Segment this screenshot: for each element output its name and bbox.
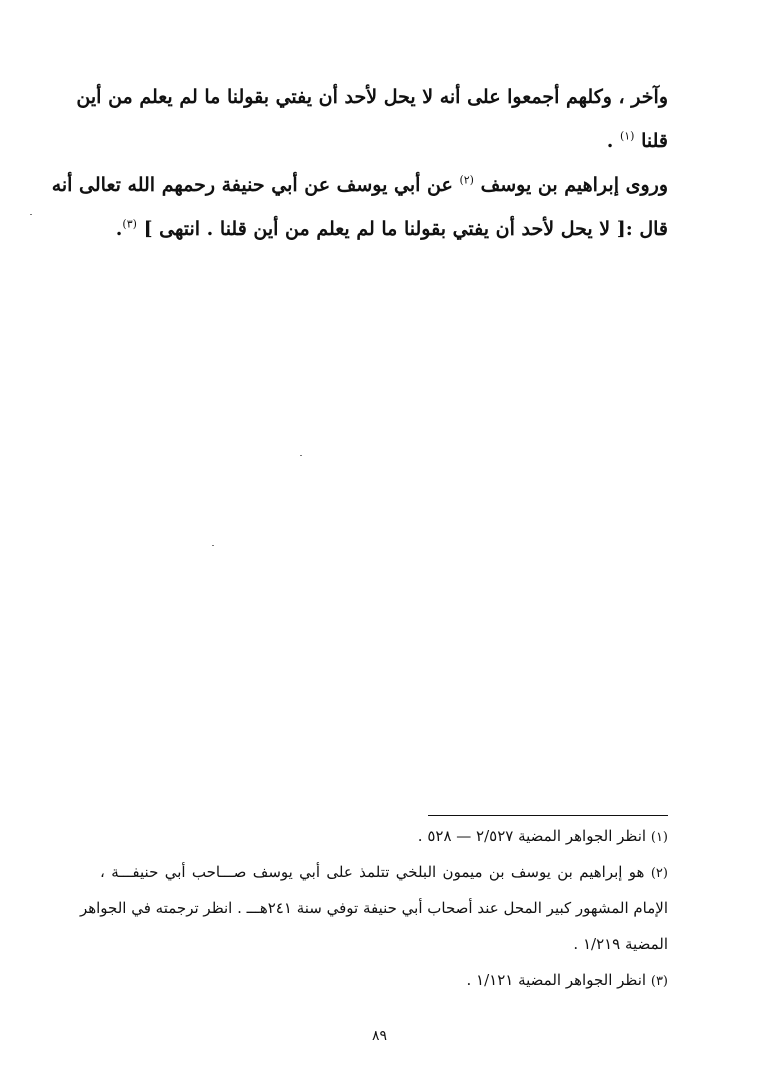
footnote-2-number: (٢) bbox=[650, 866, 668, 881]
footnote-1-number: (١) bbox=[650, 830, 668, 845]
paragraph-2-line-2-text: قال :[ لا يحل لأحد أن يفتي بقولنا ما لم يعلم من أين قلنا . انتهى ] bbox=[143, 218, 668, 240]
paragraph-2-end: . bbox=[115, 218, 123, 240]
footnote-separator bbox=[428, 815, 668, 816]
footnote-2-line-3: المضية ١/٢١٩ . bbox=[573, 935, 668, 953]
paragraph-1-line-2 bbox=[100, 119, 668, 163]
footnote-2-line-1-text: هو إبراهيم بن يوسف بن ميمون البلخي تتلمذ على أبي يوسف صـــاحب أبي حنيفـــة ، bbox=[100, 863, 645, 881]
main-text bbox=[51, 75, 668, 251]
paragraph-1-end: . bbox=[606, 130, 614, 152]
footnote-2-line-2: الإمام المشهور كبير المحل عند أصحاب أبي حنيفة توفي سنة ٢٤١هـــ . انظر ترجمته في الجواهر bbox=[79, 899, 668, 917]
paragraph-2-line-1 bbox=[51, 163, 668, 207]
footnote-ref-1: (١) bbox=[619, 129, 635, 143]
footnote-3-number: (٣) bbox=[650, 974, 668, 989]
paragraph-2-line-1-part-a: وروى إبراهيم بن يوسف bbox=[480, 174, 668, 196]
scan-speck bbox=[30, 214, 32, 215]
footnote-ref-2: (٢) bbox=[459, 173, 474, 187]
paragraph-2-line-1-part-b: عن أبي يوسف عن أبي حنيفة رحمهم الله تعالى أنه bbox=[51, 174, 453, 196]
page-number: ٨٩ bbox=[371, 1028, 388, 1044]
footnote-1 bbox=[100, 818, 668, 854]
footnotes bbox=[79, 818, 668, 998]
scan-speck bbox=[300, 455, 302, 456]
footnote-3 bbox=[100, 962, 668, 998]
paragraph-2-line-2 bbox=[100, 207, 668, 251]
footnote-1-text: انظر الجواهر المضية ٢/٥٢٧ — ٥٢٨ . bbox=[417, 827, 647, 845]
footnote-ref-3: (٣) bbox=[122, 217, 137, 231]
footnote-3-text: انظر الجواهر المضية ١/١٢١ . bbox=[466, 971, 647, 989]
paragraph-1-line-1: وآخر ، وكلهم أجمعوا على أنه لا يحل لأحد أن يفتي بقولنا ما لم يعلم من أين bbox=[76, 86, 668, 108]
footnote-2-line-1 bbox=[100, 854, 668, 890]
scan-speck bbox=[212, 545, 214, 546]
paragraph-1-line-2-text: قلنا bbox=[641, 130, 668, 152]
